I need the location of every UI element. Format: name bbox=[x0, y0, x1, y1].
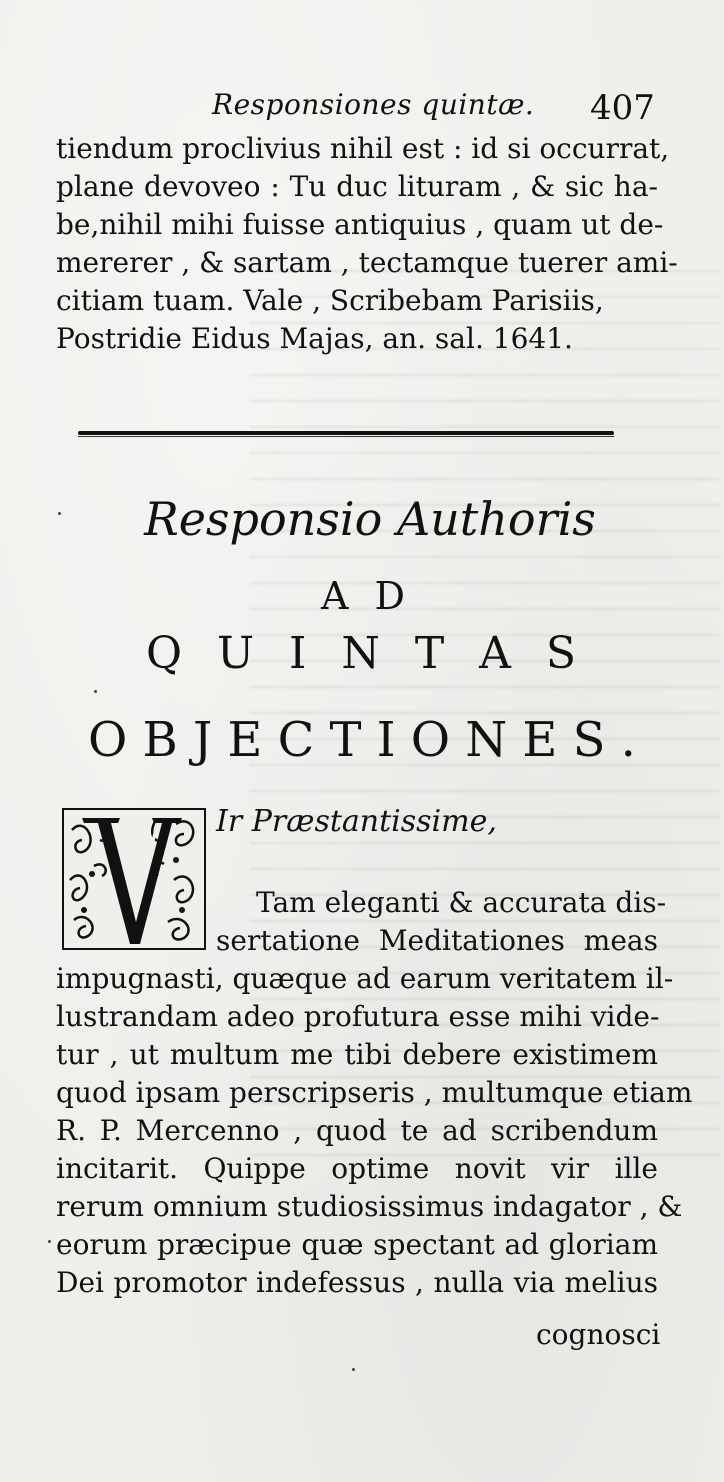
page-number: 407 bbox=[590, 88, 655, 128]
text-line: be,nihil mihi fuisse antiquius , quam ut de- bbox=[56, 208, 664, 241]
heading-letter: O bbox=[88, 712, 128, 768]
heading-letter: Q bbox=[146, 628, 183, 679]
section-heading-line-3 bbox=[146, 628, 576, 679]
heading-letter: C bbox=[277, 712, 315, 768]
text-line: eorum præcipue quæ spectant ad gloriam bbox=[56, 1228, 658, 1261]
ornament-v-icon bbox=[64, 810, 204, 948]
text-line: Postridie Eidus Majas, an. sal. 1641. bbox=[56, 322, 573, 355]
section-divider-rule bbox=[78, 431, 614, 435]
salutation: Ir Præstantissime, bbox=[216, 804, 497, 839]
letter-closing-paragraph bbox=[56, 130, 678, 358]
text-line: Dei promotor indefessus , nulla via melius bbox=[56, 1266, 658, 1299]
heading-letter: S bbox=[572, 712, 606, 768]
heading-letter: J bbox=[192, 712, 213, 768]
heading-letter: . bbox=[620, 712, 636, 768]
text-line: sertatione Meditationes meas bbox=[216, 924, 658, 957]
heading-letter: E bbox=[227, 712, 263, 768]
section-heading-line-2: AD bbox=[321, 574, 431, 618]
ink-speck bbox=[58, 512, 61, 515]
heading-letter: S bbox=[545, 628, 576, 679]
indented-text-block bbox=[216, 884, 667, 960]
catchword: cognosci bbox=[536, 1318, 661, 1351]
running-title: Responsiones quintæ. bbox=[212, 88, 535, 121]
text-line: lustrandam adeo profutura esse mihi vide- bbox=[56, 1000, 660, 1033]
text-line: rerum omnium studiosissimus indagator , & bbox=[56, 1190, 683, 1223]
heading-letter: T bbox=[329, 712, 362, 768]
heading-letter: B bbox=[142, 712, 178, 768]
heading-letter: U bbox=[217, 628, 255, 679]
text-line: tiendum proclivius nihil est : id si occurrat, bbox=[56, 132, 670, 165]
text-line: quod ipsam perscripseris , multumque etiam bbox=[56, 1076, 693, 1109]
heading-letter: N bbox=[341, 628, 380, 679]
heading-letter: N bbox=[465, 712, 508, 768]
section-heading-line-4 bbox=[88, 712, 636, 768]
ink-speck bbox=[48, 1240, 51, 1243]
response-paragraph bbox=[56, 960, 693, 1302]
heading-letter: O bbox=[410, 712, 451, 768]
section-heading-line-1: Responsio Authoris bbox=[144, 492, 596, 546]
text-line: Tam eleganti & accurata dis- bbox=[256, 886, 667, 919]
text-line: plane devoveo : Tu duc lituram , & sic ha- bbox=[56, 170, 658, 203]
text-line: impugnasti, quæque ad earum veritatem il- bbox=[56, 962, 674, 995]
heading-letter: A bbox=[479, 628, 511, 679]
heading-letter: I bbox=[289, 628, 307, 679]
ink-speck bbox=[94, 690, 97, 693]
text-line: citiam tuam. Vale , Scribebam Parisiis, bbox=[56, 284, 604, 317]
text-line: R. P. Mercenno , quod te ad scribendum bbox=[56, 1114, 658, 1147]
ink-speck bbox=[352, 1368, 355, 1371]
heading-letter: T bbox=[414, 628, 445, 679]
heading-letter: E bbox=[522, 712, 558, 768]
text-line: mererer , & sartam , tectamque tuerer ami- bbox=[56, 246, 678, 279]
decorated-initial-v bbox=[62, 808, 206, 950]
heading-letter: I bbox=[376, 712, 396, 768]
text-line: incitarit. Quippe optime novit vir ille bbox=[56, 1152, 658, 1185]
text-line: tur , ut multum me tibi debere existimem bbox=[56, 1038, 658, 1071]
